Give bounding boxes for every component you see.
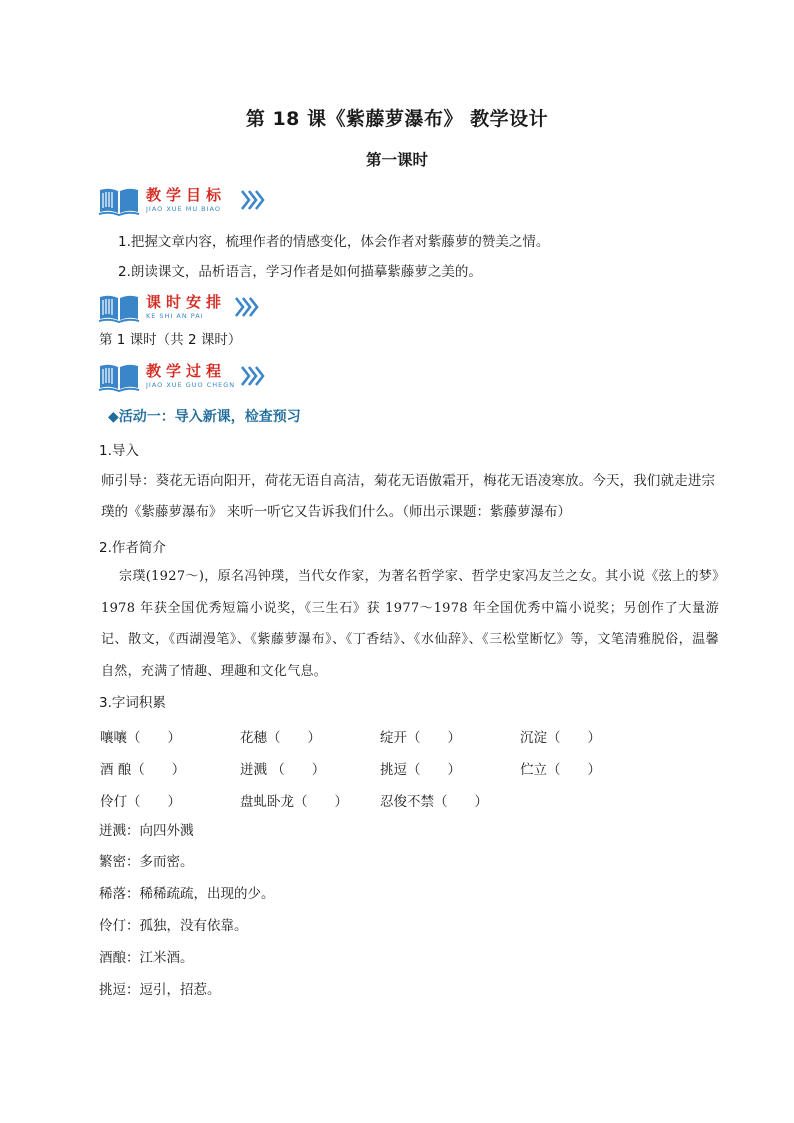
triple-chevron-icon bbox=[234, 296, 260, 318]
section-pinyin: JIAO XUE MU BIAO bbox=[146, 205, 221, 213]
word-item: 花穗（ ） bbox=[240, 730, 321, 746]
section-title: 课时安排 bbox=[146, 293, 227, 311]
open-book-icon bbox=[98, 293, 140, 323]
intro-text: 师引导：葵花无语向阳开，荷花无语自高洁，菊花无语傲霜开，梅花无语凌寒放。今天，我们就走进宗璞的《紫藤萝瀑布》 来听一听它又告诉我们什么。（师出示课题：紫藤萝瀑布） bbox=[101, 473, 715, 520]
word-item: 沉淀（ ） bbox=[520, 730, 601, 746]
word-item: 迸溅 （ ） bbox=[240, 762, 326, 778]
author-text: 宗璞(1927～)，原名冯钟璞，当代女作家，为著名哲学家、哲学史家冯友兰之女。其小说《弦上的梦》1978 年获全国优秀短篇小说奖，《三生石》获 1977～1978 年全国优秀中篇小说奖；另创作了大量游记、散文，《西湖漫笔》、《紫藤萝瀑布》、《丁香结》、《水仙辞》、《三松堂断忆》等，文笔清雅脱俗，温馨自然，充满了情趣、理趣和文化气息。 bbox=[101, 569, 719, 679]
definition: 挑逗：逗引，招惹。 bbox=[99, 982, 221, 998]
word-item: 嚷嚷（ ） bbox=[100, 730, 181, 746]
words-heading: 3.字词积累 bbox=[99, 695, 166, 711]
activity-heading: ◆活动一：导入新课，检查预习 bbox=[108, 409, 301, 425]
section-title: 教学目标 bbox=[146, 186, 227, 204]
document-title: 第 18 课《紫藤萝瀑布》 教学设计 bbox=[245, 108, 549, 130]
definition: 伶仃：孤独，没有依靠。 bbox=[99, 918, 248, 934]
definition: 稀落：稀稀疏疏，出现的少。 bbox=[99, 886, 275, 902]
goal-1: 1.把握文章内容，梳理作者的情感变化，体会作者对紫藤萝的赞美之情。 bbox=[118, 234, 550, 250]
triple-chevron-icon bbox=[240, 365, 266, 387]
definition: 繁密：多而密。 bbox=[99, 854, 194, 870]
section-pinyin: JIAO XUE GUO CHEGN bbox=[146, 381, 236, 389]
word-item: 伶仃（ ） bbox=[100, 794, 181, 810]
word-item: 伫立（ ） bbox=[520, 762, 601, 778]
definition: 酒酿：江米酒。 bbox=[99, 950, 194, 966]
section-header-schedule bbox=[98, 290, 298, 326]
open-book-icon bbox=[98, 362, 140, 392]
word-item: 盘虬卧龙（ ） bbox=[240, 794, 348, 810]
section-title: 教学过程 bbox=[146, 362, 227, 380]
lesson-subtitle: 第一课时 bbox=[365, 151, 428, 169]
author-paragraph bbox=[101, 561, 719, 687]
word-item: 绽开（ ） bbox=[380, 730, 461, 746]
intro-heading: 1.导入 bbox=[99, 443, 139, 459]
author-heading: 2.作者简介 bbox=[99, 540, 166, 556]
word-item: 忍俊不禁（ ） bbox=[380, 794, 488, 810]
section-pinyin: KE SHI AN PAI bbox=[146, 312, 204, 320]
schedule-text: 第 1 课时（共 2 课时） bbox=[99, 332, 242, 348]
triple-chevron-icon bbox=[240, 189, 266, 211]
word-item: 酒 酿（ ） bbox=[100, 762, 186, 778]
open-book-icon bbox=[98, 186, 140, 216]
word-item: 挑逗（ ） bbox=[380, 762, 461, 778]
section-header-process bbox=[98, 359, 298, 395]
goal-2: 2.朗读课文，品析语言，学习作者是如何描摹紫藤萝之美的。 bbox=[118, 264, 482, 280]
definition: 迸溅：向四外溅 bbox=[99, 823, 194, 839]
intro-paragraph bbox=[101, 466, 715, 528]
section-header-goals bbox=[98, 183, 298, 219]
